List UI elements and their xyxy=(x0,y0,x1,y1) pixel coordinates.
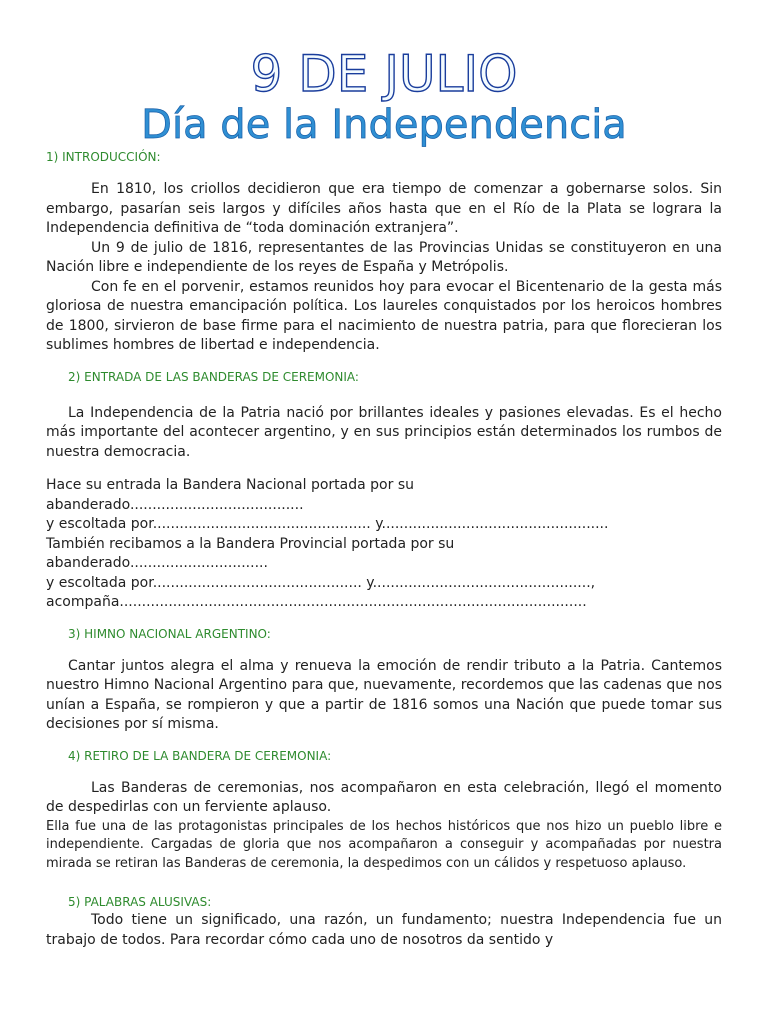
fill-in-line: abanderado....................................... xyxy=(46,496,304,513)
fill-in-line: y escoltada por................................................. y................................................... xyxy=(46,516,609,532)
section-heading-palabras-alusivas: 5) PALABRAS ALUSIVAS: xyxy=(68,895,212,909)
paragraph: Un 9 de julio de 1816, representantes de las Provincias Unidas se constituyeron en una Nación libre e independiente de los reyes de España y Metrópolis. xyxy=(46,239,722,275)
paragraph: Las Banderas de ceremonias, nos acompañaron en esta celebración, llegó el momento de despedirlas con un ferviente aplauso. xyxy=(46,779,722,815)
document-title: 9 DE JULIO xyxy=(250,45,518,103)
section-heading-entrada-banderas: 2) ENTRADA DE LAS BANDERAS DE CEREMONIA: xyxy=(68,369,359,384)
fill-in-line: acompaña......................................................................................................... xyxy=(46,594,587,610)
fill-in-line: abanderado............................... xyxy=(46,555,268,571)
document-body xyxy=(46,148,722,950)
paragraph: La Independencia de la Patria nació por brillantes ideales y pasiones elevadas. Es el hecho más importante del acontecer argentino, y en sus principios están determinados los rumbos de nuestra democracia. xyxy=(46,404,722,460)
section-heading-retiro-bandera: 4) RETIRO DE LA BANDERA DE CEREMONIA: xyxy=(68,748,332,763)
fill-in-line: Hace su entrada la Bandera Nacional portada por su xyxy=(46,477,414,493)
fill-in-line: También recibamos a la Bandera Provincial portada por su xyxy=(46,535,455,552)
paragraph: Todo tiene un significado, una razón, un fundamento; nuestra Independencia fue un trabajo de todos. Para recordar cómo cada uno de nosotros da sentido y xyxy=(46,912,722,948)
paragraph: Ella fue una de las protagonistas principales de los hechos históricos que nos hizo un pueblo libre e independiente. Cargadas de gloria que nos acompañaron a conseguir y acompañadas por nuestra mirada se retiran las Banderas de ceremonia, la despedimos con un cálidos y respetuoso aplauso. xyxy=(46,818,722,871)
paragraph: Cantar juntos alegra el alma y renueva la emoción de rendir tributo a la Patria. Cantemos nuestro Himno Nacional Argentino para que, nuevamente, recordemos que las cadenas que nos unían a España, se rompieron y que a partir de 1816 somos una Nación que puede tomar sus decisiones por sí misma. xyxy=(46,657,722,732)
paragraph: Con fe en el porvenir, estamos reunidos hoy para evocar el Bicentenario de la gesta más gloriosa de nuestra emancipación política. Los laureles conquistados por los heroicos hombres de 1800, sirvieron de base firme para el nacimiento de nuestra patria, para que florecieran los sublimes hombres de libertad e independencia. xyxy=(46,278,722,353)
fill-in-line: y escoltada por............................................... y................................................., xyxy=(46,574,596,591)
section-heading-himno: 3) HIMNO NACIONAL ARGENTINO: xyxy=(68,626,271,641)
section-heading-introduccion: 1) INTRODUCCIÓN: xyxy=(46,150,161,164)
document-subtitle: Día de la Independencia xyxy=(141,102,627,148)
paragraph: En 1810, los criollos decidieron que era tiempo de comenzar a gobernarse solos. Sin embargo, pasarían seis largos y difíciles años hasta que en el Río de la Plata se lograra la Independencia definitiva de “toda dominación extranjera”. xyxy=(46,181,722,236)
